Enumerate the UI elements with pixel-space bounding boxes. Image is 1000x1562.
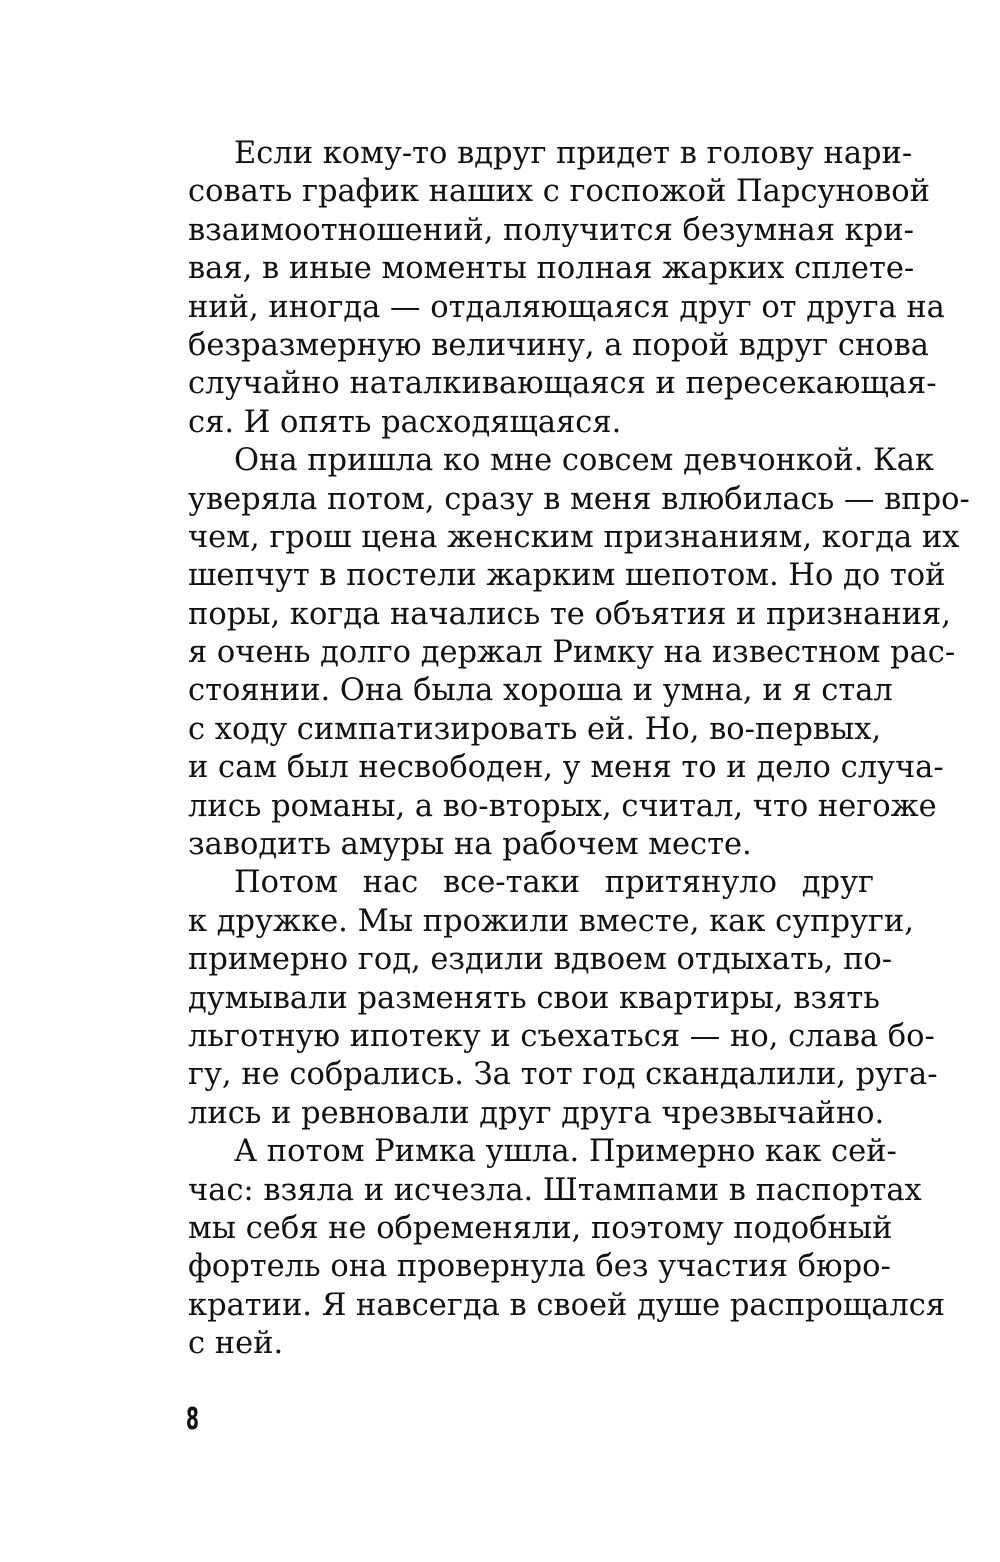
text-line: думывали разменять свои квартиры, взять [188, 980, 880, 1016]
text-line: я очень долго держал Римку на известном рас- [188, 635, 956, 671]
text-line: час: взяла и исчезла. Штампами в паспортах [188, 1172, 922, 1208]
text-line: совать график наших с госпожой Парсуновой [188, 174, 930, 210]
text-line: и сам был несвободен, у меня то и дело случа- [188, 750, 944, 786]
text-line: шепчут в постели жарким шепотом. Но до той [188, 558, 946, 594]
text-line: к дружке. Мы прожили вместе, как супруги, [188, 903, 914, 939]
text-line: с ходу симпатизировать ей. Но, во-первых, [188, 711, 882, 747]
text-line: случайно наталкивающаяся и пересекающая- [188, 366, 937, 402]
text-line: лись и ревновали друг друга чрезвычайно. [188, 1095, 885, 1131]
text-line: фортель она провернула без участия бюро- [188, 1249, 891, 1285]
text-line: ний, иногда — отдаляющаяся друг от друга на [188, 289, 945, 325]
text-line: заводить амуры на рабочем месте. [188, 827, 752, 863]
paragraph-4 [188, 1133, 946, 1363]
text-line: с ней. [188, 1326, 284, 1362]
paragraph-2 [188, 442, 970, 864]
paragraph-3 [188, 864, 938, 1133]
text-line: Она пришла ко мне совсем девчонкой. Как [234, 443, 934, 479]
text-line: Если кому-то вдруг придет в голову нари- [234, 136, 913, 171]
text-line: гу, не собрались. За тот год скандалили, руга- [188, 1057, 938, 1093]
text-line: льготную ипотеку и съехаться — но, слава бо- [188, 1018, 935, 1054]
text-line: поры, когда начались те объятия и признания, [188, 596, 951, 632]
body-text [188, 135, 970, 1364]
text-line: уверяла потом, сразу в меня влюбилась — впро- [188, 481, 970, 517]
text-line: кратии. Я навсегда в своей душе распрощался [188, 1287, 946, 1323]
paragraph-1 [188, 135, 945, 442]
text-line: мы себя не обременяли, поэтому подобный [188, 1210, 893, 1246]
text-line: безразмерную величину, а порой вдруг снова [188, 327, 929, 363]
text-line: взаимоотношений, получится безумная кри- [188, 212, 914, 248]
text-line: Потом нас все-таки притянуло друг [234, 865, 874, 901]
text-line: ся. И опять расходящаяся. [188, 404, 622, 440]
text-line: чем, грош цена женским признаниям, когда их [188, 519, 960, 555]
text-line: вая, в иные моменты полная жарких сплете- [188, 251, 915, 287]
text-line: примерно год, ездили вдвоем отдыхать, по- [188, 942, 893, 978]
text-line: стоянии. Она была хороша и умна, и я стал [188, 673, 893, 709]
text-line: А потом Римка ушла. Примерно как сей- [234, 1134, 897, 1170]
page-number: 8 [186, 1402, 199, 1437]
text-line: лись романы, а во-вторых, считал, что негоже [188, 788, 937, 824]
